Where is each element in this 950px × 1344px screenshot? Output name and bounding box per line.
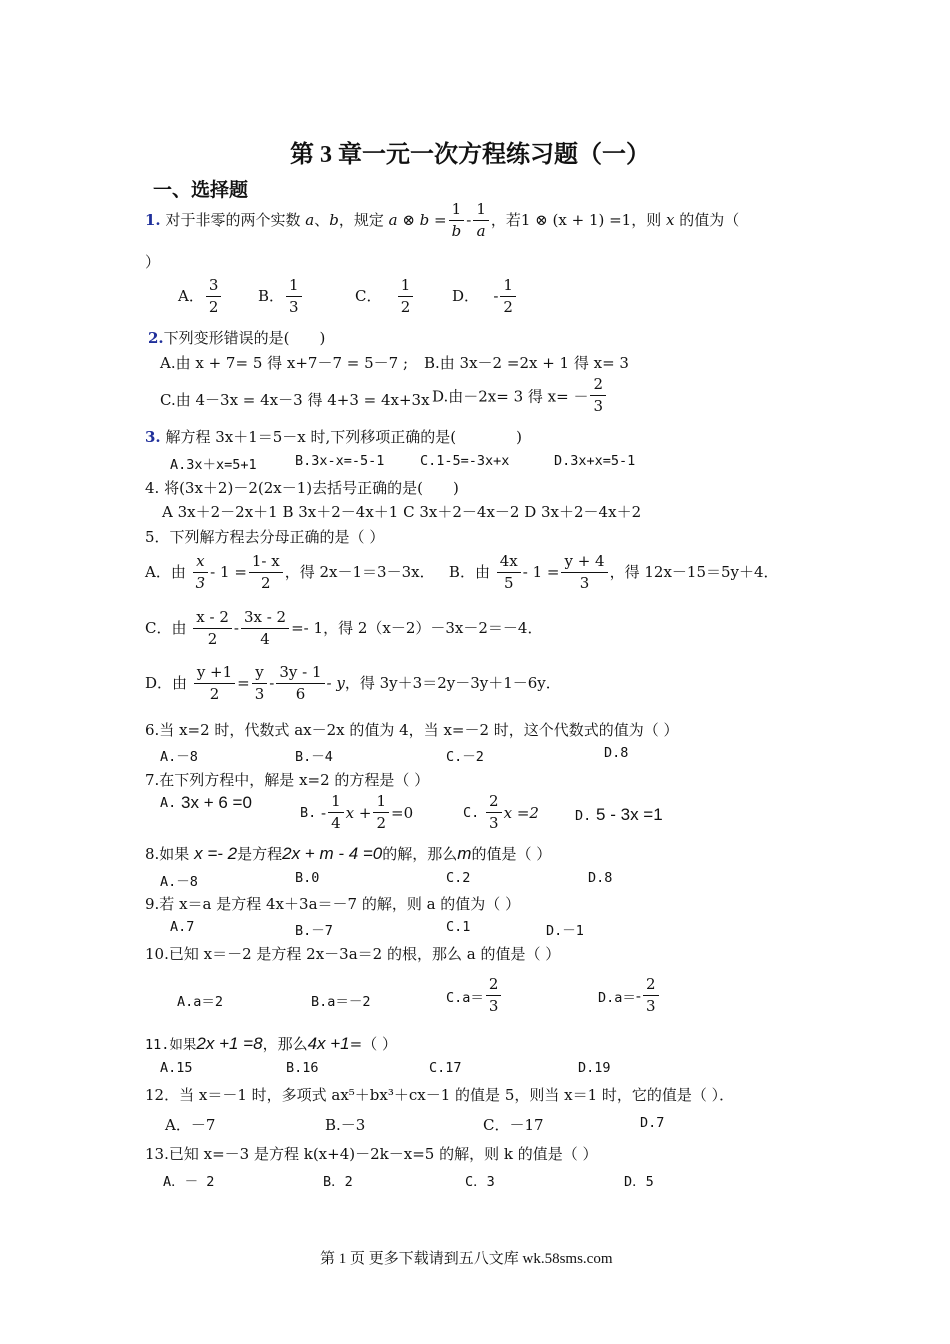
option-d (145, 664, 561, 704)
option-label: D．由 (145, 673, 188, 692)
variable: a (305, 210, 315, 229)
equation: 2x +1 =8 (196, 1034, 263, 1053)
question-7: 7.在下列方程中，解是 x=2 的方程是（ ） (145, 771, 430, 789)
option-label: D． (452, 286, 480, 305)
option-b: B.a＝－2 (311, 994, 371, 1010)
option-d: D.19 (578, 1060, 611, 1076)
numerator: 1 (398, 277, 414, 297)
equation: x =- 2 (194, 844, 238, 863)
option-a: A.－8 (160, 874, 198, 890)
option-b: B.3x-x=-5-1 (295, 453, 385, 469)
denominator: 5 (503, 574, 514, 593)
denominator: 3 (488, 997, 499, 1016)
option-b: B.由 3x－2 =2x + 1 得 x= 3 (424, 354, 629, 372)
option-c: C.－2 (446, 749, 484, 765)
option-text: C.a＝ (446, 989, 484, 1006)
option-c (355, 277, 415, 317)
numerator: 2 (590, 376, 606, 396)
fraction (497, 553, 521, 593)
numerator: 2 (486, 793, 502, 813)
option-text: D.a＝ (598, 989, 636, 1006)
option-b (300, 793, 413, 833)
question-text: ，若 (490, 210, 521, 229)
option-c: C.1 (446, 919, 471, 935)
option-result: ，得 3y＋3＝2y－3y＋1－6y． (344, 673, 561, 692)
minus-sign: - (466, 210, 472, 229)
equation-part: - 1 = (522, 562, 560, 581)
section-heading-choice: 一、选择题 (153, 180, 249, 201)
option-label: C. (463, 804, 480, 821)
question-text: 对于非零的两个实数 (165, 210, 301, 229)
variable: x (666, 210, 675, 229)
variable: b (329, 210, 339, 229)
option-c: C.由 4－3x = 4x－3 得 4+3 = 4x+3x (160, 391, 430, 409)
expression: 4x +1 (307, 1034, 350, 1053)
option-c: C．－17 (483, 1116, 544, 1134)
question-text: 的值是（ ） (471, 845, 552, 863)
fraction (206, 277, 222, 317)
numerator: 1 (449, 201, 465, 221)
question-number: 3. (145, 428, 161, 446)
option-a: A.7 (170, 919, 195, 935)
numerator: x (193, 553, 209, 573)
question-text: ，那么 (262, 1035, 308, 1053)
fraction (249, 553, 283, 593)
numerator: 1 (373, 793, 389, 813)
question-5: 5．下列解方程去分母正确的是（ ） (145, 528, 385, 546)
option-c (463, 793, 539, 833)
option-text: D.由－2x= 3 得 x= － (432, 387, 589, 406)
question-3 (145, 426, 522, 447)
equation-part: - 1 = (210, 562, 247, 581)
question-6: 6.当 x=2 时，代数式 ax－2x 的值为 4，当 x=－2 时，这个代数式的值为（ ） (145, 721, 679, 739)
denominator: 2 (261, 574, 271, 593)
denominator: a (476, 222, 486, 241)
numerator: 1 (500, 277, 516, 297)
fraction (486, 793, 502, 833)
question-13: 13.已知 x=－3 是方程 k(x+4)－2k－x=5 的解，则 k 的值是（ ） (145, 1145, 598, 1163)
option-b: B.16 (286, 1060, 319, 1076)
option-label: B．由 (448, 562, 490, 581)
numerator: 1- x (249, 553, 283, 573)
option-d (452, 277, 518, 317)
option-a: A.3x＋x=5+1 (170, 457, 257, 473)
denominator: 3 (289, 298, 299, 317)
fraction (500, 277, 516, 317)
minus-sign: - (321, 803, 327, 822)
option-a (160, 793, 252, 813)
question-text: 8.如果 (145, 845, 190, 863)
denominator: 6 (295, 685, 306, 704)
question-text: 的解，那么 (382, 845, 458, 863)
denominator: 2 (376, 814, 387, 833)
numerator: x - 2 (193, 609, 232, 629)
fraction (643, 976, 659, 1016)
option-c: C.1-5=-3x+x (420, 453, 510, 469)
question-text: 下列变形错误的是( ) (163, 329, 326, 347)
fraction (193, 553, 209, 593)
denominator: 3 (195, 574, 206, 593)
numerator: y +1 (194, 664, 235, 684)
option-d: D．5 (624, 1174, 654, 1190)
question-10: 10.已知 x＝－2 是方程 2x－3a＝2 的根，那么 a 的值是（ ） (145, 945, 561, 963)
denominator: 3 (254, 685, 265, 704)
option-a: A.a＝2 (177, 994, 224, 1010)
question-2 (148, 327, 325, 348)
option-d: D.8 (604, 745, 629, 761)
numerator: 1 (473, 201, 489, 221)
denominator: 2 (400, 298, 411, 317)
question-text: 的值为（ (679, 210, 740, 229)
fraction (241, 609, 289, 649)
question-8 (145, 843, 551, 864)
denominator: 4 (331, 814, 341, 833)
question-12: 12．当 x＝－1 时，多项式 ax⁵＋bx³＋cx－1 的值是 5，则当 x＝1 时，它的值是（ ）． (145, 1086, 735, 1104)
fraction (328, 793, 344, 833)
page-title: 第 3 章一元一次方程练习题（一） (290, 142, 650, 168)
question-4: 4. 将(3x＋2)－2(2x－1)去括号正确的是( ) (145, 479, 459, 497)
option-c (145, 609, 542, 649)
option-a (145, 553, 779, 593)
numerator: 2 (643, 976, 659, 996)
question-text: ，规定 (338, 210, 384, 229)
option-label: A． (178, 286, 204, 305)
fraction (486, 976, 502, 1016)
option-a: A.15 (160, 1060, 193, 1076)
question-1-close: ） (145, 253, 161, 271)
numerator: 3y - 1 (276, 664, 324, 684)
fraction (373, 793, 389, 833)
fraction (194, 664, 235, 704)
equation-part: - y (326, 673, 345, 692)
option-a: A．－7 (165, 1116, 216, 1134)
option-a: A.－8 (160, 749, 198, 765)
option-b (258, 277, 304, 317)
equation-part: - (233, 618, 239, 637)
equation-part: x =2 (503, 803, 539, 822)
option-c: C.17 (429, 1060, 462, 1076)
equation: 3x + 6 =0 (181, 793, 252, 812)
numerator: 3x - 2 (241, 609, 289, 629)
option-label: B. (300, 804, 317, 821)
equation-part: - (269, 673, 275, 692)
equation-part: =- 1 (291, 618, 324, 637)
question-text: 是方程 (237, 845, 283, 863)
numerator: 1 (328, 793, 344, 813)
option-label: A．由 (145, 562, 186, 581)
condition-equation: 1 ⊗ (x + 1) =1 (520, 210, 632, 229)
equation: 2x + m - 4 =0 (282, 844, 383, 863)
fraction (398, 277, 414, 317)
option-b: B.－3 (325, 1116, 366, 1134)
separator: 、 (314, 210, 330, 229)
denominator: 2 (207, 630, 218, 649)
option-b: B.－4 (295, 749, 333, 765)
option-d (432, 376, 608, 416)
minus-sign: - (635, 986, 641, 1005)
question-number: 1. (145, 210, 161, 229)
question-text: =（ ） (349, 1035, 397, 1053)
equation: 5 - 3x =1 (596, 805, 663, 824)
option-d: D.3x+x=5-1 (554, 453, 636, 469)
question-number: 2. (148, 329, 164, 347)
equation-part: x + (345, 803, 372, 822)
denominator: 3 (593, 397, 604, 416)
option-result: ，得 12x－15＝5y＋4． (609, 562, 779, 581)
denominator: 2 (503, 298, 513, 317)
option-a: A.由 x + 7= 5 得 x+7－7 = 5－7 ; (160, 354, 409, 372)
option-a (178, 277, 223, 317)
option-d (598, 976, 661, 1016)
denominator: 2 (208, 298, 219, 317)
variable: m (457, 844, 472, 863)
page-footer: 第 1 页 更多下载请到五八文库 wk.58sms.com (320, 1251, 613, 1267)
option-d: D.－1 (546, 923, 584, 939)
denominator: 4 (260, 630, 270, 649)
fraction (276, 664, 324, 704)
equation-part: =0 (391, 803, 414, 822)
numerator: 3 (206, 277, 222, 297)
denominator: b (451, 222, 462, 241)
option-result: ，得 2（x－2）－3x－2＝－4． (323, 618, 543, 637)
question-4-options: A 3x＋2－2x＋1 B 3x＋2－4x＋1 C 3x＋2－4x－2 D 3x＋2－4x＋2 (162, 503, 642, 521)
option-d: D.7 (640, 1115, 665, 1131)
option-b: B.－7 (295, 923, 333, 939)
denominator: 2 (209, 685, 220, 704)
question-text: 11.如果 (145, 1037, 197, 1053)
equation-part: = (237, 673, 250, 692)
option-label: D. (575, 808, 592, 824)
numerator: y (252, 664, 268, 684)
minus-sign: - (493, 286, 499, 305)
option-c: C.2 (446, 870, 471, 886)
denominator: 3 (579, 574, 590, 593)
numerator: 4x (497, 553, 521, 573)
option-d (575, 805, 663, 825)
fraction (561, 553, 607, 593)
fraction (590, 376, 606, 416)
option-b: B．2 (323, 1174, 353, 1190)
numerator: 1 (286, 277, 302, 297)
numerator: 2 (486, 976, 502, 996)
operator-definition: a ⊗ b = (388, 210, 447, 229)
option-d: D.8 (588, 870, 613, 886)
option-label: C．由 (145, 618, 187, 637)
denominator: 3 (489, 814, 499, 833)
denominator: 3 (645, 997, 656, 1016)
fraction (252, 664, 268, 704)
option-b: B.0 (295, 870, 320, 886)
question-text: ，则 (631, 210, 662, 229)
question-text: 解方程 3x＋1＝5－x 时,下列移项正确的是( ) (165, 428, 523, 446)
option-label: A. (160, 795, 177, 811)
option-c (446, 976, 503, 1016)
numerator: y + 4 (561, 553, 607, 573)
fraction (193, 609, 232, 649)
question-11 (145, 1033, 397, 1054)
option-result: ，得 2x－1＝3－3x． (284, 562, 435, 581)
question-9: 9.若 x＝a 是方程 4x＋3a＝－7 的解，则 a 的值为（ ） (145, 895, 521, 913)
option-label: C． (355, 286, 382, 305)
option-c: C．3 (465, 1174, 495, 1190)
fraction (473, 201, 489, 241)
fraction (449, 201, 465, 241)
fraction (286, 277, 302, 317)
option-label: B． (258, 286, 285, 305)
option-a: A．－ 2 (163, 1174, 215, 1190)
question-1 (145, 201, 739, 241)
